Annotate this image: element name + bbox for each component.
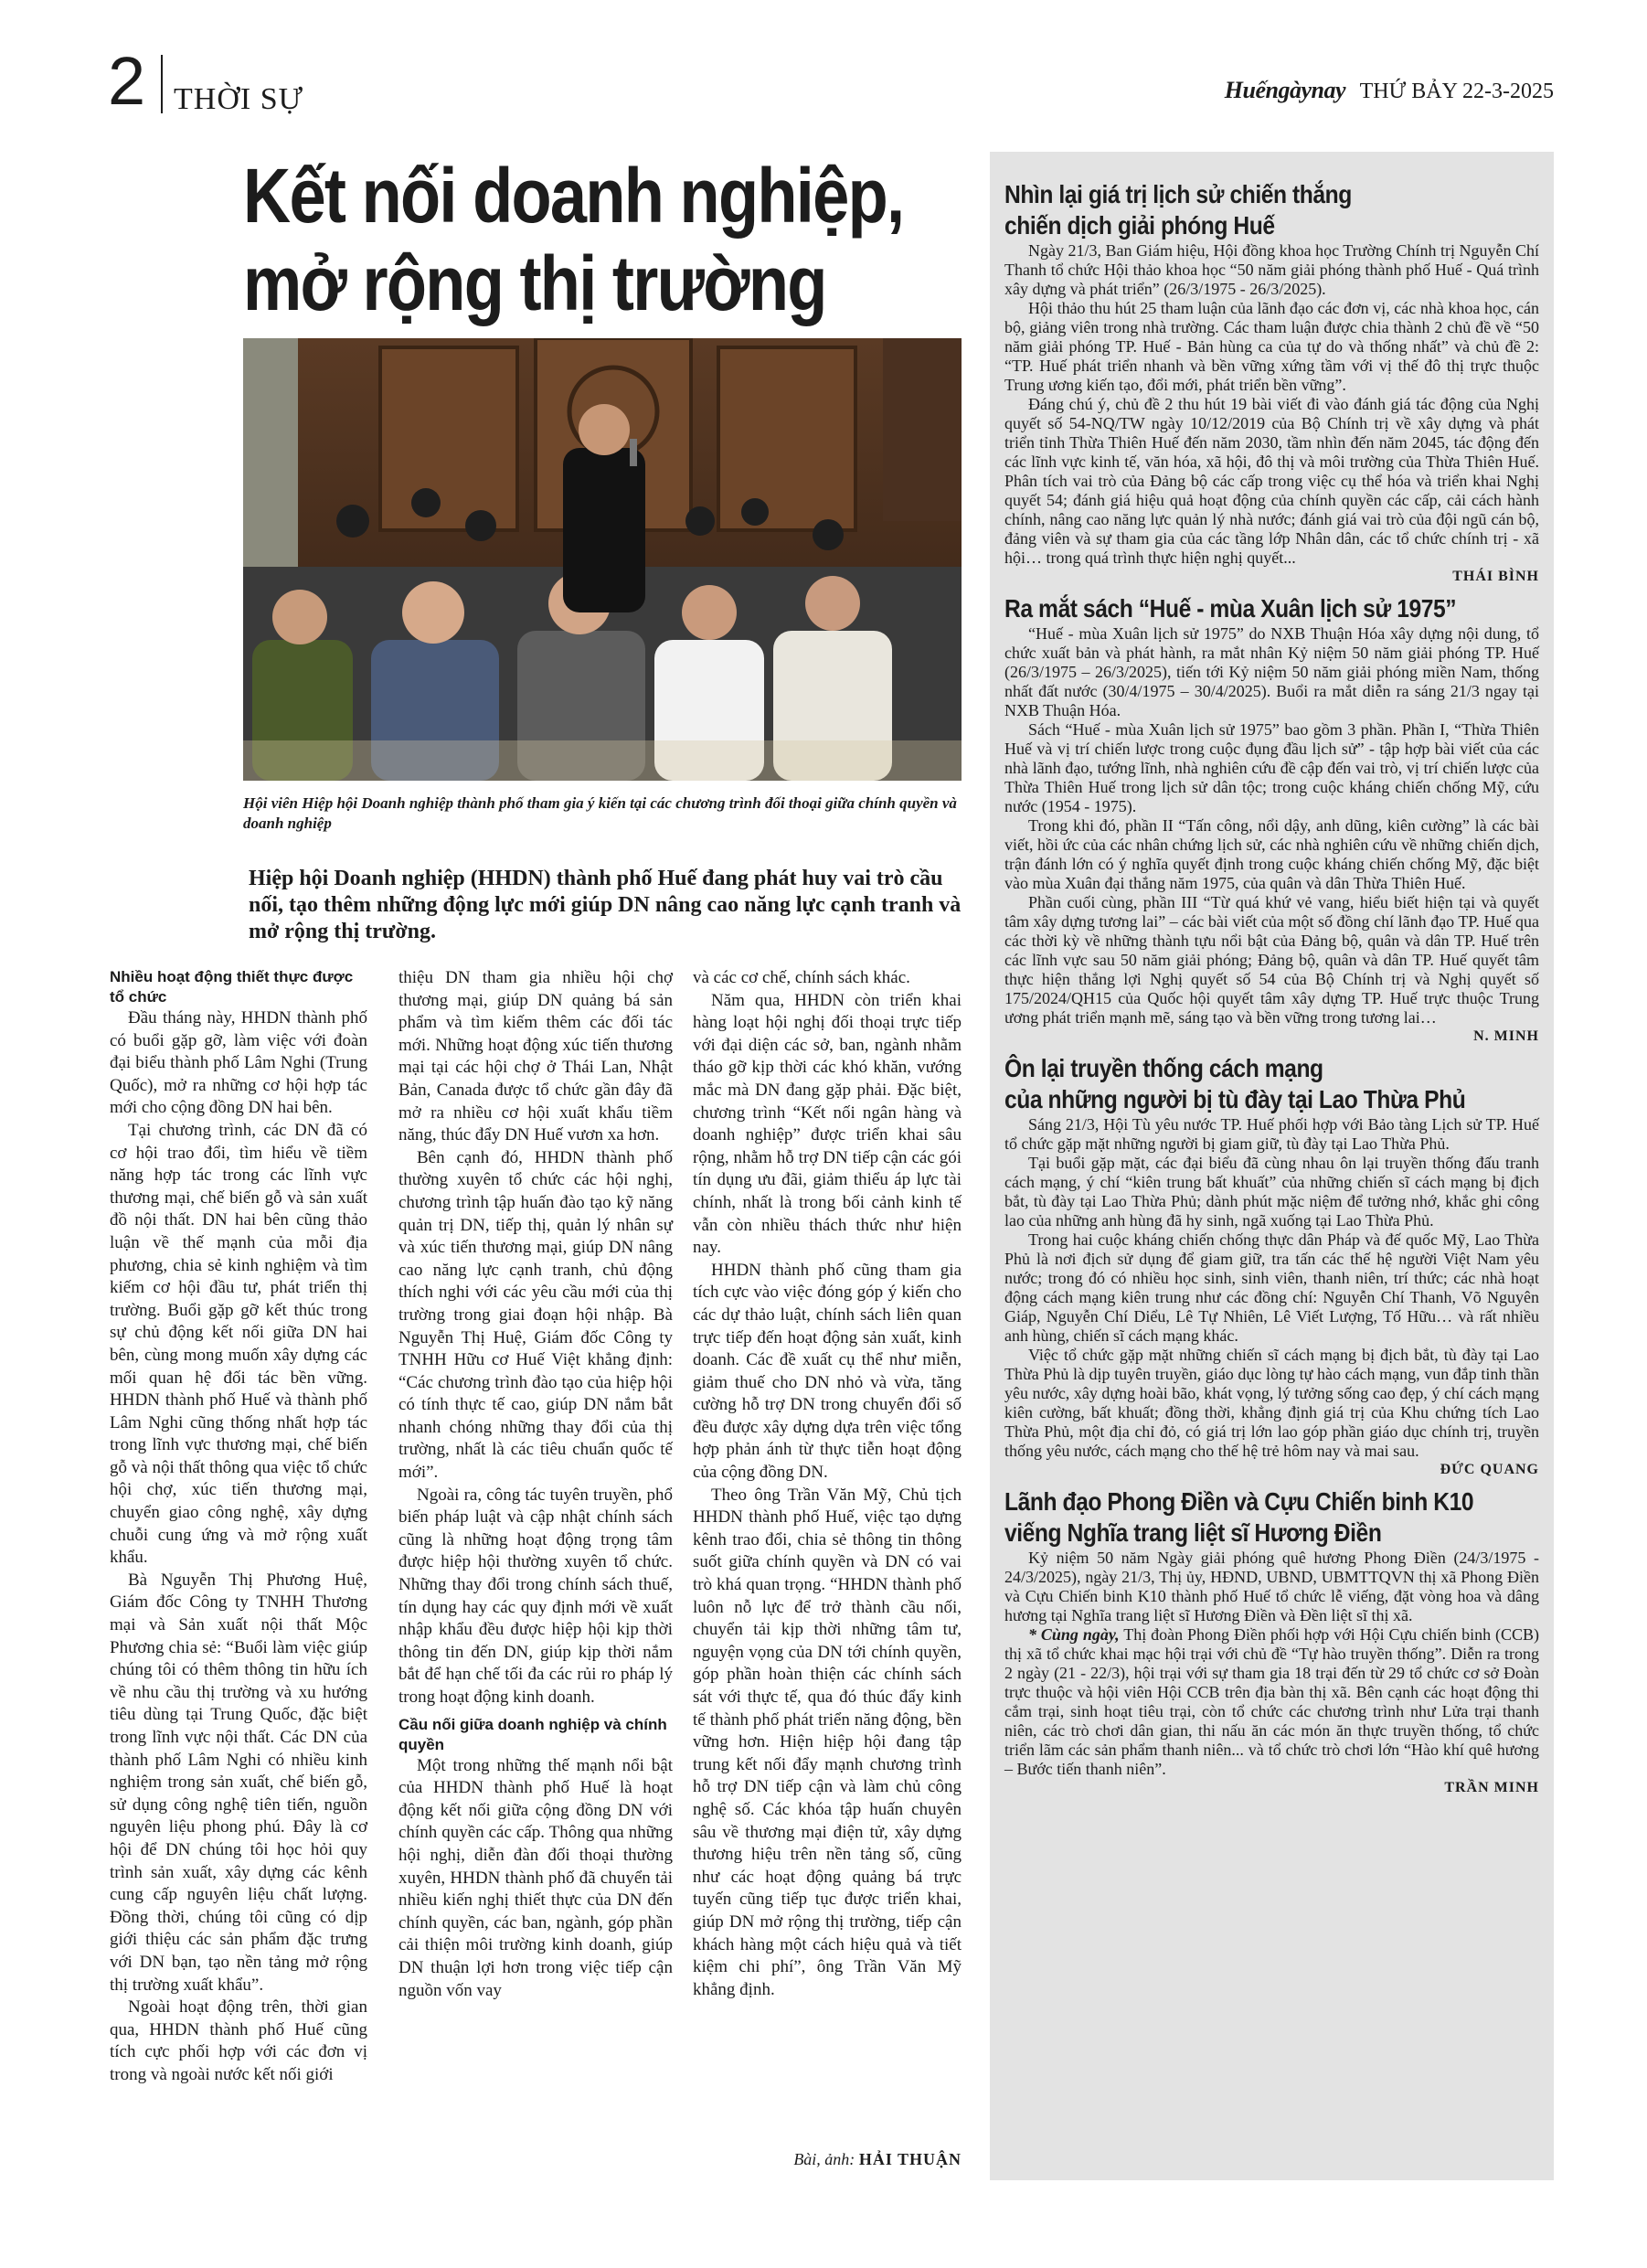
headline-line: viếng Nghĩa trang liệt sĩ Hương Điền bbox=[1004, 1518, 1382, 1547]
paragraph: Sáng 21/3, Hội Tù yêu nước TP. Huế phối hợp với Bảo tàng Lịch sử TP. Huế tổ chức gặp mặt những người bị giam giữ, tù đày tại Lao Thừa Phủ. bbox=[1004, 1115, 1539, 1153]
paragraph: Đáng chú ý, chủ đề 2 thu hút 19 bài viết đi vào đánh giá tác động của Nghị quyết số 54-NQ/TW ngày 10/12/2019 của Bộ Chính trị về xây dựng và phát triển tỉnh Thừa Thiên Huế đến năm 2030, tầm nhìn đến năm 2045, tác động đến các lĩnh vực kinh tế, văn hóa, xã hội, đô thị và môi trường của Thừa Thiên Huế. Phân tích vai trò của Đảng bộ các cấp trong việc cụ thể hóa và triển khai Nghị quyết 54; đánh giá hiệu quả hoạt động của chính quyền các cấp, cải cách hành chính, nâng cao năng lực quản lý nhà nước; đánh giá vai trò của đội ngũ cán bộ, đảng viên và sự tham gia của các tầng lớp Nhân dân, các tổ chức chính trị - xã hội… trong quá trình thực hiện nghị quyết... bbox=[1004, 395, 1539, 567]
sidebar-byline-4: TRẦN MINH bbox=[1444, 1780, 1539, 1795]
paragraph: và các cơ chế, chính sách khác. bbox=[693, 968, 910, 987]
paragraph: “Huế - mùa Xuân lịch sử 1975” do NXB Thuận Hóa xây dựng nội dung, tổ chức xuất bản và phát hành, ra mắt nhân Kỷ niệm 50 năm giải phóng TP. Huế (26/3/1975 – 26/3/2025), tiến tới Kỷ niệm 50 năm giải phóng miền Nam, thống nhất đất nước (30/4/1975 – 30/4/2025). Buổi ra mắt diễn ra sáng 21/3 ngay tại NXB Thuận Hóa. bbox=[1004, 624, 1539, 719]
paragraph: Trong khi đó, phần II “Tấn công, nổi dậy, anh dũng, kiên cường” là các bài viết, hồi ức của các nhân chứng lịch sử, các nhà nghiên cứu về những chiến dịch, trận đánh lớn có ý nghĩa quyết định trong cuộc kháng chiến chống Mỹ, đặc biệt vào mùa Xuân đại thắng năm 1975, của quân và dân Thừa Thiên Huế. bbox=[1004, 816, 1539, 892]
paragraph: thiệu DN tham gia nhiều hội chợ thương mại, giúp DN quảng bá sản phẩm và tìm kiếm thêm các đối tác mới. Những hoạt động xúc tiến thương mại tại các hội chợ ở Thái Lan, Nhật Bản, Canada được tổ chức gần đây đã mở ra nhiều cơ hội xuất khẩu tiềm năng, thúc đẩy DN Huế vươn xa hơn. bbox=[398, 968, 673, 1145]
article-photo bbox=[243, 338, 962, 781]
paragraph: Việc tổ chức gặp mặt những chiến sĩ cách mạng bị địch bắt, tù đày tại Lao Thừa Phủ là dịp tuyên truyền, giáo dục lòng tự hào cách mạng, vun đắp tinh thần yêu nước, xây dựng hoài bão, khát vọng, lý tưởng sống cao đẹp, ý chí cách mạng kiên cường, bất khuất; đồng thời, khẳng định giá trị của Khu chứng tích Lao Thừa Phủ, một địa chỉ đỏ, có giá trị lớn lao góp phần giáo dục chính trị, truyền thống yêu nước, cách mạng cho thế hệ trẻ hôm nay và mai sau. bbox=[1004, 1346, 1539, 1460]
paragraph: Bên cạnh đó, HHDN thành phố thường xuyên tổ chức các hội nghị, chương trình tập huấn đào tạo kỹ năng quản trị DN, tiếp thị, quản lý nhân sự và xúc tiến thương mại, giúp DN nâng cao năng lực cạnh tranh, chủ động thích nghi với các yêu cầu mới của thị trường trong giai đoạn hội nhập. Bà Nguyễn Thị Huệ, Giám đốc Công ty TNHH Hữu cơ Huế Việt khẳng định: “Các chương trình đào tạo của hiệp hội có tính thực tế cao, giúp DN nắm bắt nhanh chóng những thay đổi của thị trường, nhất là các tiêu chuẩn quốc tế mới”. bbox=[398, 1147, 673, 1483]
paragraph: Ngoài ra, công tác tuyên truyền, phổ biến pháp luật và cập nhật chính sách cũng là những hoạt động trọng tâm được hiệp hội thường xuyên tổ chức. Những thay đổi trong chính sách thuế, tín dụng hay các quy định mới về xuất nhập khẩu đều được hiệp hội kịp thời thông tin đến DN, giúp kịp thời nắm bắt để hạn chế tối đa các rủi ro pháp lý trong hoạt động kinh doanh. bbox=[398, 1485, 673, 1707]
paragraph: Tại chương trình, các DN đã có cơ hội trao đổi, tìm hiểu về tiềm năng hợp tác trong các lĩnh vực thương mại, chế biến gỗ và sản xuất đồ nội thất. DN hai bên cũng thảo luận về thế mạnh của mỗi địa phương, chia sẻ kinh nghiệm và tìm kiếm cơ hội đầu tư, phát triển thị trường. Buổi gặp gỡ kết thúc trong sự chủ động kết nối giữa DN hai bên, cùng mong muốn xây dựng các mối quan hệ đối tác bền vững. HHDN thành phố Huế và thành phố Lâm Nghi cũng thống nhất hợp tác trong lĩnh vực thương mại, chế biến gỗ và nội thất thông qua việc tổ chức hội chợ, xúc tiến thương mại, chuyển giao công nghệ, xây dựng chuỗi cung ứng và mở rộng xuất khẩu. bbox=[110, 1120, 367, 1568]
sidebar-headline-3 bbox=[1004, 1053, 1535, 1115]
headline-line: Nhìn lại giá trị lịch sử chiến thắng bbox=[1004, 180, 1352, 208]
sidebar-article-1 bbox=[1004, 241, 1539, 568]
sidebar-byline-1: THÁI BÌNH bbox=[1452, 569, 1539, 584]
article-column-2 bbox=[398, 967, 673, 2002]
paragraph: Bà Nguyễn Thị Phương Huệ, Giám đốc Công ty TNHH Thương mại và Sản xuất nội thất Mộc Phương chia sẻ: “Buổi làm việc giúp chúng tôi có thêm thông tin hữu ích về nhu cầu thị trường và xu hướng tiêu dùng tại Trung Quốc, đặc biệt trong lĩnh vực nội thất. Các DN của thành phố Lâm Nghi có nhiều kinh nghiệm trong sản xuất, chế biến gỗ, sử dụng công nghệ tiên tiến, nguồn nguyên liệu phong phú. Đây là cơ hội để DN chúng tôi học hỏi quy trình sản xuất, xây dựng các kênh cung cấp nguyên liệu chất lượng. Đồng thời, chúng tôi cũng có dịp giới thiệu các sản phẩm đặc trưng với DN bạn, tạo nền tảng mở rộng thị trường xuất khẩu”. bbox=[110, 1570, 367, 1995]
byline-author: HẢI THUẬN bbox=[858, 2150, 962, 2168]
section-name: THỜI SỰ bbox=[174, 82, 303, 116]
newspaper-logo: Huếngàynay bbox=[1224, 77, 1346, 103]
paragraph: Kỷ niệm 50 năm Ngày giải phóng quê hương Phong Điền (24/3/1975 - 24/3/2025), ngày 21/3, Thị ủy, HĐND, UBND, UBMTTQVN thị xã Phong Điền và Cựu Chiến binh K10 thành phố Huế tổ chức lễ viếng, đặt vòng hoa và dâng hương tại Nghĩa trang liệt sĩ Hương Điền và Đền liệt sĩ thị xã. bbox=[1004, 1549, 1539, 1624]
article-headline bbox=[243, 152, 904, 327]
paragraph: Đầu tháng này, HHDN thành phố có buổi gặp gỡ, làm việc với đoàn đại biểu thành phố Lâm Nghi (Trung Quốc), mở ra những cơ hội hợp tác mới cho cộng đồng DN hai bên. bbox=[110, 1008, 367, 1118]
headline-line-2: mở rộng thị trường bbox=[243, 240, 826, 326]
paragraph: Sách “Huế - mùa Xuân lịch sử 1975” bao gồm 3 phần. Phần I, “Thừa Thiên Huế và vị trí chiến lược trong cuộc đụng đầu lịch sử” - tập hợp bài viết của các nhà lãnh đạo, tướng lĩnh, nhà nghiên cứu đề cập đến vai trò, vị trí chiến lược của Thừa Thiên Huế trong lịch sử dân tộc; trong cuộc kháng chiến chống Mỹ, cứu nước (1954 - 1975). bbox=[1004, 720, 1539, 815]
sidebar-headline-4 bbox=[1004, 1486, 1535, 1549]
headline-line: Ôn lại truyền thống cách mạng bbox=[1004, 1054, 1323, 1082]
header-divider bbox=[161, 55, 163, 113]
sidebar-article-3 bbox=[1004, 1115, 1539, 1461]
headline-line: Lãnh đạo Phong Điền và Cựu Chiến binh K10 bbox=[1004, 1487, 1474, 1516]
sidebar-headline-2 bbox=[1004, 593, 1535, 624]
paragraph-lead-in: * Cùng ngày, bbox=[1028, 1625, 1120, 1644]
sidebar-headline-1 bbox=[1004, 179, 1535, 241]
subhead-bridge: Cầu nối giữa doanh nghiệp và chính quyền bbox=[398, 1715, 667, 1753]
meeting-photo-illustration bbox=[243, 338, 962, 781]
article-lead: Hiệp hội Doanh nghiệp (HHDN) thành phố Huế đang phát huy vai trò cầu nối, tạo thêm những động lực mới giúp DN nâng cao năng lực cạnh tranh và mở rộng thị trường. bbox=[249, 867, 962, 943]
headline-line: chiến dịch giải phóng Huế bbox=[1004, 211, 1275, 240]
paragraph: Hội thảo thu hút 25 tham luận của lãnh đạo các đơn vị, các nhà khoa học, cán bộ, giảng viên trong nhà trường. Các tham luận được chia thành 2 chủ đề về “50 năm giải phóng TP. Huế - Bản hùng ca của tự do và thống nhất” và chủ đề 2: “TP. Huế phát triển nhanh và bền vững xứng tầm với vị thế đô thị trực thuộc Trung ương kiến tạo, đổi mới, phát triển bền vững”. bbox=[1004, 299, 1539, 394]
photo-caption: Hội viên Hiệp hội Doanh nghiệp thành phố tham gia ý kiến tại các chương trình đối thoại giữa chính quyền và doanh nghiệp bbox=[243, 794, 957, 832]
page-number: 2 bbox=[108, 43, 146, 119]
article-column-3 bbox=[693, 967, 962, 2001]
article-byline bbox=[693, 2150, 962, 2169]
sidebar-article-2 bbox=[1004, 624, 1539, 1028]
sidebar-article-4 bbox=[1004, 1549, 1539, 1779]
issue-date: THỨ BẢY 22-3-2025 bbox=[1359, 80, 1554, 103]
paragraph: Phần cuối cùng, phần III “Từ quá khứ vẻ vang, hiểu biết hiện tại và quyết tâm xây dựng tương lai” – các bài viết của một số đồng chí lãnh đạo TP. Huế qua các thời kỳ về những thành tựu nổi bật của Đảng bộ, quân và dân TP. Huế trên các lĩnh vực sau 50 năm giải phóng; Đảng bộ, quân và dân TP. Huế quyết tâm thực hiện thắng lợi Nghị quyết số 54 của Bộ Chính trị và Nghị quyết số 175/2024/QH15 của Quốc hội quyết tâm xây dựng TP. Huế trực thuộc Trung ương phát triển mạnh mẽ, sáng tạo và bền vững trong tương lai… bbox=[1004, 893, 1539, 1027]
sidebar-byline-2: N. MINH bbox=[1473, 1028, 1539, 1044]
paragraph: Ngoài hoạt động trên, thời gian qua, HHDN thành phố Huế cũng tích cực phối hợp với các đơn vị trong và ngoài nước kết nối giới bbox=[110, 1997, 367, 2084]
paragraph: Tại buổi gặp mặt, các đại biểu đã cùng nhau ôn lại truyền thống đấu tranh cách mạng, ý chí “kiên trung bất khuất” của những chiến sĩ cách mạng bị địch bắt, tù đày tại Lao Thừa Phủ; dành phút mặc niệm để tưởng nhớ, khắc ghi công lao của những anh hùng đã hy sinh, ngã xuống tại Lao Thừa Phủ. bbox=[1004, 1154, 1539, 1230]
paragraph: Ngày 21/3, Ban Giám hiệu, Hội đồng khoa học Trường Chính trị Nguyễn Chí Thanh tổ chức Hội thảo khoa học “50 năm giải phóng thành phố Huế - Quá trình xây dựng và phát triển” (26/3/1975 - 26/3/2025). bbox=[1004, 241, 1539, 298]
news-sidebar bbox=[990, 152, 1554, 2180]
paragraph: Trong hai cuộc kháng chiến chống thực dân Pháp và đế quốc Mỹ, Lao Thừa Phủ là nơi địch sử dụng để giam giữ, tra tấn các thế hệ người Việt Nam yêu nước; trong đó có nhiều học sinh, sinh viên, thanh niên, trí thức; các nhà hoạt động cách mạng kiên trung như các đồng chí: Nguyễn Chí Thanh, Võ Nguyên Giáp, Nguyễn Chí Diểu, Lê Tự Nhiên, Lê Viết Lượng, Tố Hữu… và rất nhiều anh hùng, chiến sĩ cách mạng khác. bbox=[1004, 1230, 1539, 1345]
sidebar-byline-3: ĐỨC QUANG bbox=[1440, 1462, 1539, 1477]
paragraph: Theo ông Trần Văn Mỹ, Chủ tịch HHDN thành phố Huế, việc tạo dựng kênh trao đổi, chia sẻ thông tin thông suốt giữa chính quyền và DN có vai trò khá quan trọng. “HHDN thành phố luôn nỗ lực để trở thành cầu nối, chuyển tải kịp thời những tâm tư, nguyện vọng của DN tới chính quyền, góp phần hoàn thiện các chính sách sát với thực tế, qua đó thúc đẩy kinh tế thành phố phát triển năng động, bền vững hơn. Hiện hiệp hội đang tập trung kết nối đẩy mạnh chương trình hỗ trợ DN tiếp cận và làm chủ công nghệ số. Các khóa tập huấn chuyên sâu về thương mại điện tử, xây dựng thương hiệu trên nền tảng số, cũng như các hoạt động quảng bá trực tuyến cũng tiếp tục được triển khai, giúp DN mở rộng thị trường, tiếp cận khách hàng một cách hiệu quả và tiết kiệm chi phí”, ông Trần Văn Mỹ khẳng định. bbox=[693, 1485, 962, 1999]
masthead bbox=[1225, 77, 1554, 104]
sidebar-content bbox=[1004, 179, 1539, 1805]
headline-line: Ra mắt sách “Huế - mùa Xuân lịch sử 1975” bbox=[1004, 594, 1457, 623]
headline-line: của những người bị tù đày tại Lao Thừa Phủ bbox=[1004, 1085, 1466, 1113]
paragraph-text: Thị đoàn Phong Điền phối hợp với Hội Cựu chiến binh (CCB) thị xã tổ chức khai mạc hội trại với chủ đề “Tự hào truyền thống”. Diễn ra trong 2 ngày (21 - 22/3), hội trại với sự tham gia 18 trại đến từ 29 tổ chức cơ sở Đoàn trực thuộc và hội viên Hội CCB trên địa bàn thị xã. Bên cạnh các hoạt động thi cắm trại, sinh hoạt tiêu trại, còn tổ chức các chương trình như Lửa trại thanh niên, các trò chơi dân gian, thi nấu ăn các món ăn thực truyền thống, tổ chức triển lãm các sản phẩm thanh niên... và tổ chức trò chơi lớn “Hào khí quê hương – Bước tiến thanh niên”. bbox=[1004, 1625, 1539, 1778]
paragraph: HHDN thành phố cũng tham gia tích cực vào việc đóng góp ý kiến cho các dự thảo luật, chính sách liên quan trực tiếp đến hoạt động sản xuất, kinh doanh. Các đề xuất cụ thể như miễn, giảm thuế cho DN nhỏ và vừa, tăng cường hỗ trợ DN trong chuyển đổi số đều được xây dựng dựa trên việc tổng hợp phản ánh từ thực tiễn hoạt động của cộng đồng DN. bbox=[693, 1260, 962, 1483]
paragraph: Năm qua, HHDN còn triển khai hàng loạt hội nghị đối thoại trực tiếp với đại diện các sở, ban, ngành nhằm tháo gỡ kịp thời các khó khăn, vướng mắc mà DN đang gặp phải. Đặc biệt, chương trình “Kết nối ngân hàng và doanh nghiệp” được triển khai sâu rộng, nhằm hỗ trợ DN tiếp cận các gói tín dụng ưu đãi, giảm thiểu áp lực tài chính, nhất là trong bối cảnh kinh tế vẫn còn nhiều thách thức như hiện nay. bbox=[693, 990, 962, 1258]
article-column-1 bbox=[110, 967, 367, 2087]
paragraph: Một trong những thế mạnh nổi bật của HHDN thành phố Huế là hoạt động kết nối giữa cộng đồng DN với chính quyền các cấp. Thông qua những hội nghị, diễn đàn đối thoại thường xuyên, HHDN thành phố đã chuyển tải nhiều kiến nghị thiết thực của DN đến chính quyền, các ban, ngành, góp phần cải thiện môi trường kinh doanh, giúp DN thuận lợi hơn trong việc tiếp cận nguồn vốn vay bbox=[398, 1755, 673, 2000]
byline-label: Bài, ảnh: bbox=[793, 2150, 855, 2168]
paragraph bbox=[1004, 1625, 1539, 1779]
headline-line-1: Kết nối doanh nghiệp, bbox=[243, 153, 904, 239]
subhead-activities: Nhiều hoạt động thiết thực được tổ chức bbox=[110, 968, 354, 1006]
